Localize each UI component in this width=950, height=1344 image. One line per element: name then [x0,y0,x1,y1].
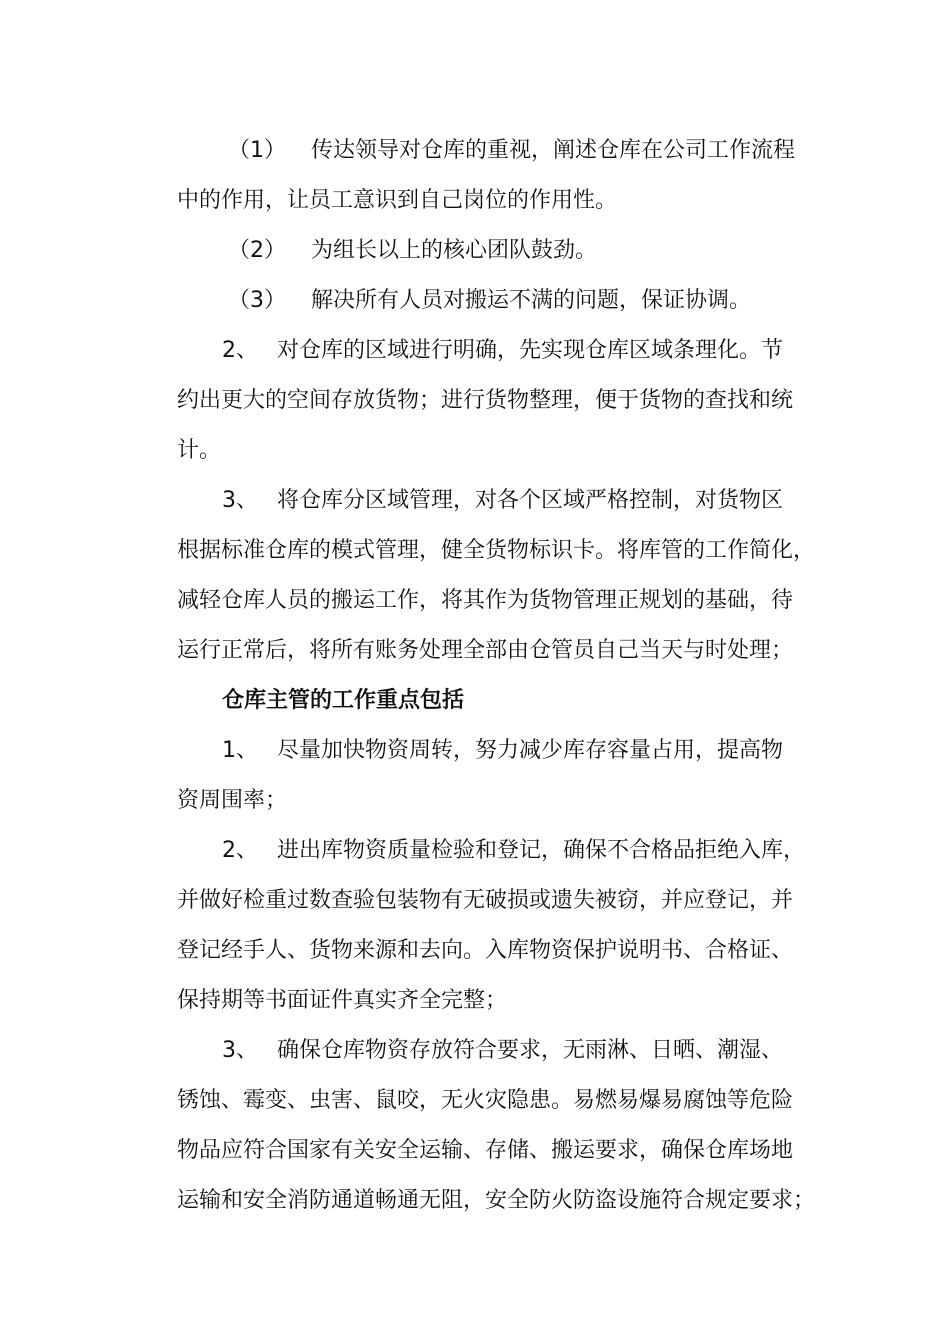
paragraph-text: 登记经手人、货物来源和去向。入库物资保护说明书、合格证、 [177,938,794,963]
paragraph-text: 解决所有人员对搬运不满的问题，保证协调。 [311,288,752,313]
item-label: 3、 [222,1038,258,1063]
paragraph-text: 资周围率； [177,788,288,813]
paragraph-text: 将仓库分区域管理，对各个区域严格控制，对货物区 [277,488,784,513]
paragraph-text: 锈蚀、霉变、虫害、鼠咬，无火灾隐患。易燃易爆易腐蚀等危险 [177,1088,794,1113]
paragraph-text: 计。 [177,438,222,463]
item-label: 1、 [222,738,258,763]
paragraph-text: 根据标准仓库的模式管理，健全货物标识卡。将库管的工作简化， [177,538,816,563]
paragraph-text: 运输和安全消防通道畅通无阻，安全防火防盗设施符合规定要求； [177,1188,816,1213]
paragraph-text: 进出库物资质量检验和登记，确保不合格品拒绝入库， [277,838,806,863]
item-label: 2、 [222,838,258,863]
item-label: （1） [228,138,286,163]
paragraph-text: 约出更大的空间存放货物；进行货物整理，便于货物的查找和统 [177,388,794,413]
paragraph-text: 物品应符合国家有关安全运输、存储、搬运要求，确保仓库场地 [177,1138,794,1163]
paragraph-text: 中的作用，让员工意识到自己岗位的作用性。 [177,188,618,213]
paragraph-text: 尽量加快物资周转，努力减少库存容量占用，提高物 [277,738,784,763]
item-label: （3） [228,288,286,313]
item-label: （2） [228,238,286,263]
paragraph-text: 为组长以上的核心团队鼓劲。 [311,238,598,263]
paragraph-text: 确保仓库物资存放符合要求，无雨淋、日晒、潮湿、 [277,1038,784,1063]
item-label: 2、 [222,338,258,363]
paragraph-text: 保持期等书面证件真实齐全完整； [177,988,508,1013]
paragraph-text: 运行正常后，将所有账务处理全部由仓管员自己当天与时处理； [177,638,794,663]
paragraph-text: 并做好检重过数查验包装物有无破损或遗失被窃，并应登记，并 [177,888,794,913]
paragraph-text: 传达领导对仓库的重视，阐述仓库在公司工作流程 [311,138,796,163]
paragraph-text: 减轻仓库人员的搬运工作，将其作为货物管理正规划的基础，待 [177,588,794,613]
item-label: 3、 [222,488,258,513]
paragraph-text: 对仓库的区域进行明确，先实现仓库区域条理化。节 [277,338,784,363]
section-heading-text: 仓库主管的工作重点包括 [222,688,465,713]
